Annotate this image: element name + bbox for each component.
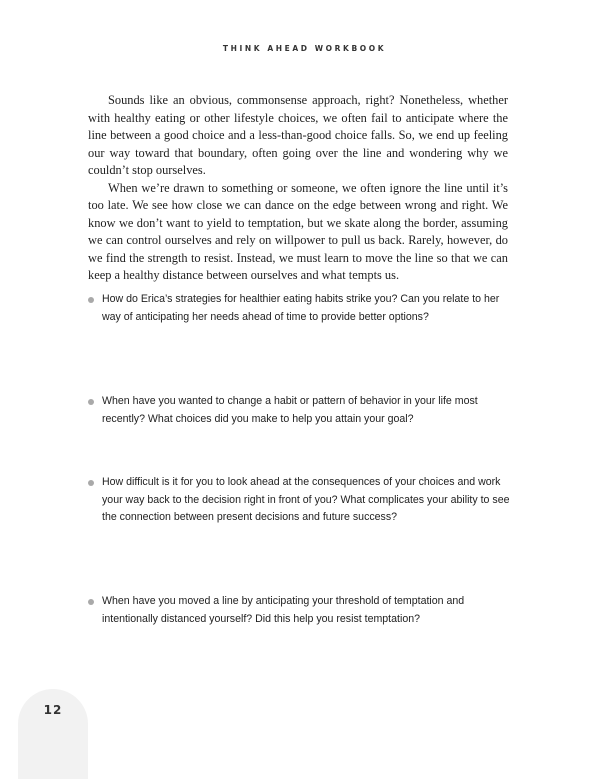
question-item (88, 593, 513, 628)
bullet-icon (88, 480, 94, 486)
running-header: THINK AHEAD WORKBOOK (222, 44, 387, 53)
bullet-icon (88, 399, 94, 405)
bullet-icon (88, 599, 94, 605)
body-paragraph: When we’re drawn to something or someone, we often ignore the line until it’s too late. We see how close we can dance on the edge between wrong and right. We know we don’t want to yield to temptation, but we skate along the border, assuming we can control ourselves and rely on willpower to pull us back. Rarely, however, do we find the strength to resist. Instead, we must learn to move the line so that we can keep a healthy distance between ourselves and what tempts us. (88, 180, 508, 282)
question-text: How difficult is it for you to look ahead at the consequences of your choices and work your way back to the decision right in front of you? What complicates your ability to see the connection between present decisions and future success? (102, 476, 510, 523)
question-item (88, 291, 513, 326)
question-text: How do Erica’s strategies for healthier eating habits strike you? Can you relate to her way of anticipating her needs ahead of time to provide better options? (102, 293, 500, 323)
body-text (88, 92, 508, 285)
bullet-icon (88, 297, 94, 303)
question-item (88, 474, 513, 527)
question-text: When have you wanted to change a habit or pattern of behavior in your life most recently? What choices did you make to help you attain your goal? (102, 395, 478, 425)
page-number: 12 (43, 703, 63, 717)
question-item (88, 393, 513, 428)
question-text: When have you moved a line by anticipating your threshold of temptation and intentionally distanced yourself? Did this help you resist temptation? (102, 595, 465, 625)
body-paragraph: Sounds like an obvious, commonsense approach, right? Nonetheless, whether with healthy eating or other lifestyle choices, we often fail to anticipate where the line between a good choice and a less-than-good choice falls. So, we end up feeling our way toward that boundary, often going over the line and wondering why we couldn’t stop ourselves. (88, 93, 508, 177)
